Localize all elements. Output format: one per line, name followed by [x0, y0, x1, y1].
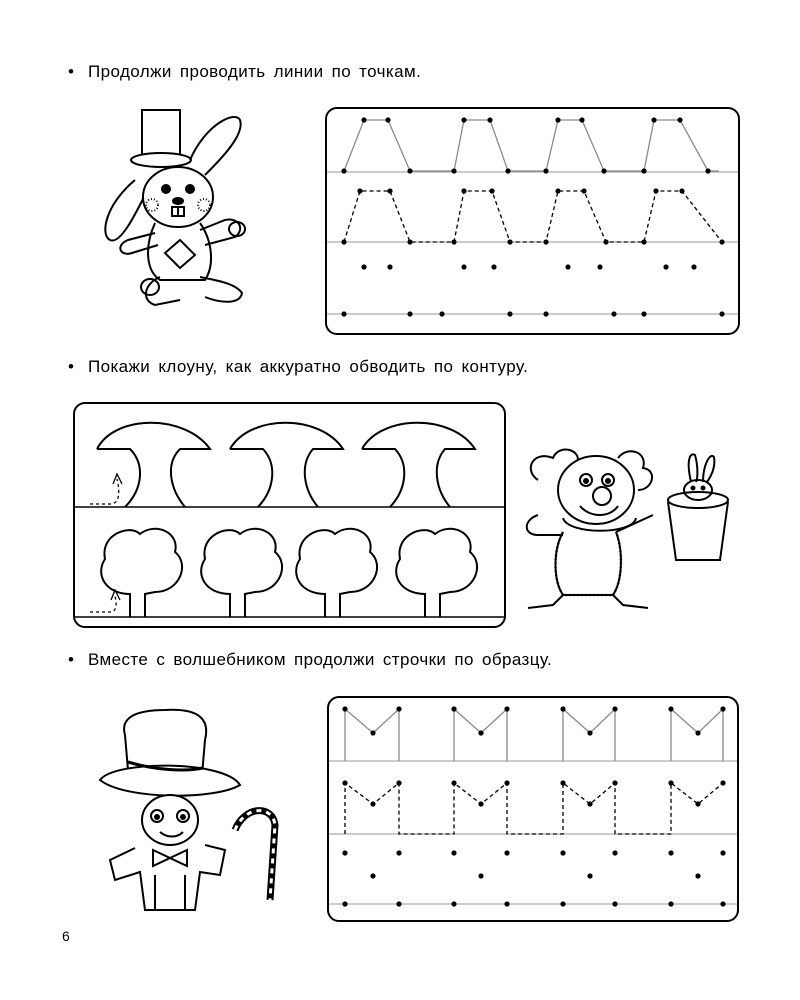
task-1-instruction: [68, 62, 421, 82]
dot-pattern-panel-1: [325, 107, 740, 335]
magician-illustration: [95, 700, 295, 915]
task-3-text: Вместе с волшебником продолжи строчки по образцу.: [88, 650, 553, 669]
task-2-instruction: [68, 357, 528, 377]
task-2-text: Покажи клоуну, как аккуратно обводить по контуру.: [88, 357, 529, 376]
tree-contours: [101, 529, 477, 617]
contour-tracing-panel: [73, 402, 506, 628]
clown-illustration: [518, 440, 743, 615]
m-letter-dot-pattern: [329, 698, 737, 920]
bullet: •: [68, 357, 75, 376]
dot-pattern-panel-3: [327, 696, 739, 922]
bullet: •: [68, 650, 75, 669]
mushroom-contours: [97, 423, 475, 507]
trapezoid-dot-pattern: [327, 109, 738, 333]
task-1-text: Продолжи проводить линии по точкам.: [88, 62, 422, 81]
task-3-instruction: [68, 650, 552, 670]
rabbit-illustration: [100, 105, 255, 320]
bullet: •: [68, 62, 75, 81]
page-number: 6: [62, 928, 70, 944]
mushrooms-and-trees-contours: [75, 404, 504, 626]
